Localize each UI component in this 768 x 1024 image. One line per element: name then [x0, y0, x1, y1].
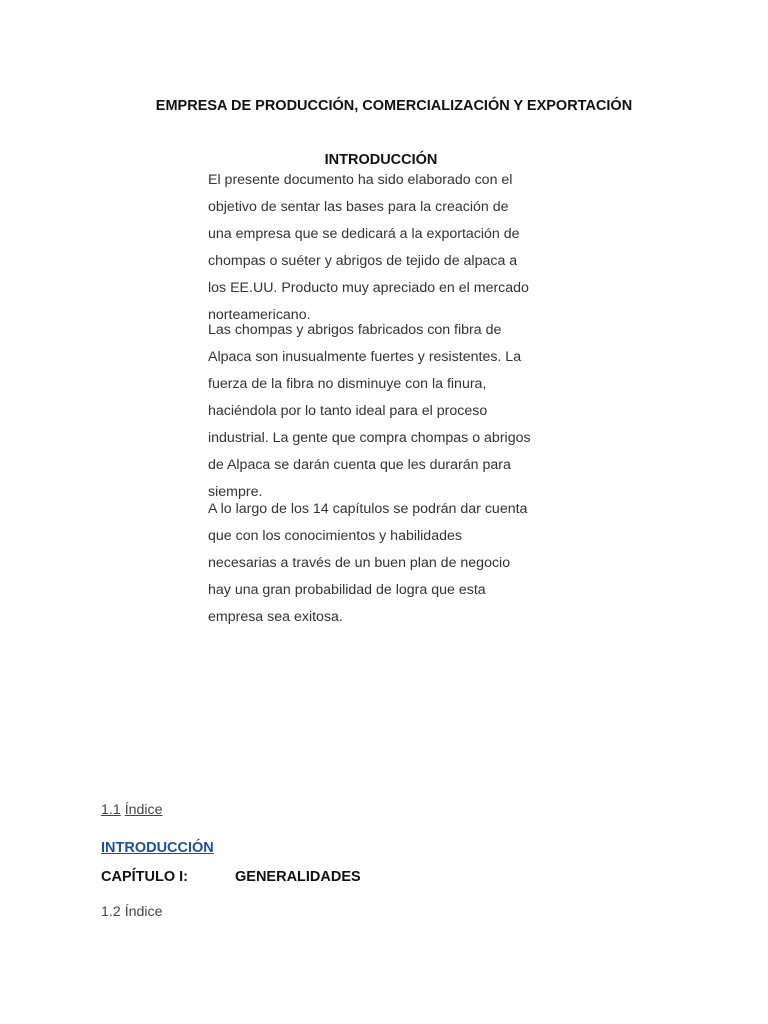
paragraph-line: chompas o suéter y abrigos de tejido de alpaca a	[208, 253, 518, 269]
index-label: Índice	[124, 802, 163, 818]
paragraph-line: A lo largo de los 14 capítulos se podrán dar cuenta	[208, 501, 528, 517]
toc-introduccion-link[interactable]: INTRODUCCIÓN	[101, 840, 214, 856]
paragraph-2	[208, 317, 568, 506]
chapter-label: CAPÍTULO I:	[101, 869, 188, 885]
paragraph-3	[208, 496, 568, 631]
paragraph-line: los EE.UU. Producto muy apreciado en el mercado	[208, 280, 529, 296]
index-number: 1.2	[101, 904, 121, 920]
paragraph-line: siempre.	[208, 484, 263, 500]
paragraph-line: empresa sea exitosa.	[208, 609, 343, 625]
paragraph-line: norteamericano.	[208, 307, 311, 323]
chapter-heading	[101, 869, 361, 885]
paragraph-line: industrial. La gente que compra chompas o abrigos	[208, 430, 531, 446]
paragraph-line: una empresa que se dedicará a la exportación de	[208, 226, 520, 242]
paragraph-line: de Alpaca se darán cuenta que les durarán para	[208, 457, 511, 473]
paragraph-line: El presente documento ha sido elaborado con el	[208, 172, 513, 188]
paragraph-line: hay una gran probabilidad de logra que esta	[208, 582, 486, 598]
paragraph-line: necesarias a través de un buen plan de negocio	[208, 555, 511, 571]
paragraph-line: que con los conocimientos y habilidades	[208, 528, 462, 544]
paragraph-line: Las chompas y abrigos fabricados con fibra de	[208, 322, 502, 338]
index-label: Índice	[124, 904, 163, 920]
document-title: EMPRESA DE PRODUCCIÓN, COMERCIALIZACIÓN Y EXPORTACIÓN	[155, 98, 633, 114]
chapter-name: GENERALIDADES	[235, 869, 361, 885]
paragraph-line: haciéndola por lo tanto ideal para el proceso	[208, 403, 488, 419]
index-entry-2	[101, 904, 163, 920]
paragraph-line: objetivo de sentar las bases para la creación de	[208, 199, 509, 215]
intro-heading: INTRODUCCIÓN	[324, 152, 438, 168]
paragraph-line: fuerza de la fibra no disminuye con la finura,	[208, 376, 487, 392]
paragraph-1	[208, 167, 568, 329]
paragraph-line: Alpaca son inusualmente fuertes y resistentes. La	[208, 349, 522, 365]
index-number: 1.1	[101, 802, 121, 818]
index-entry-1	[101, 802, 163, 818]
